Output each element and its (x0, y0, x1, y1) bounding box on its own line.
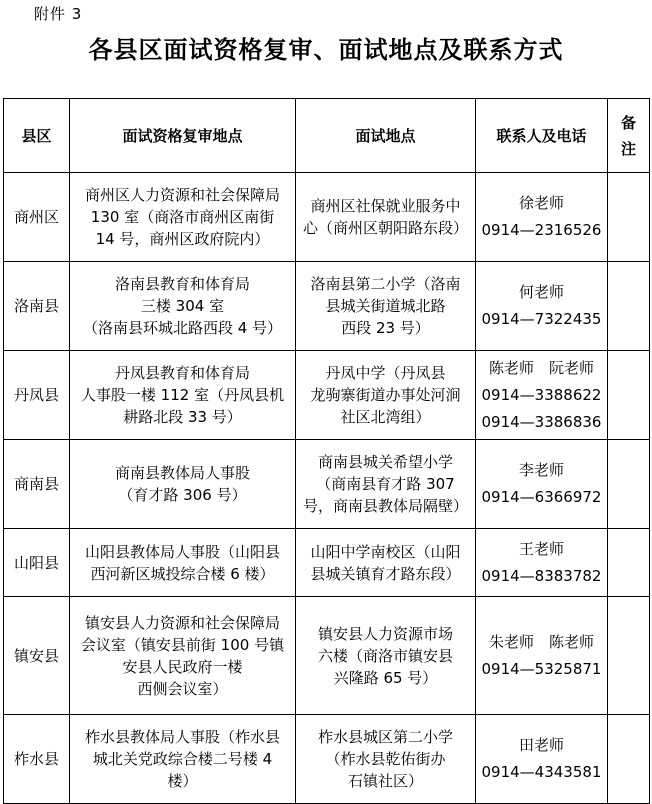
review-location-line: 山阳县教体局人事股（山阳县 (84, 542, 280, 561)
contact-line: 0914—8383782 (481, 566, 602, 585)
contact-line: 0914—3386836 (481, 412, 602, 431)
review-location-line: 商南县教体局人事股 (114, 464, 250, 482)
review-location-line: 镇安县人力资源和社会保障局 (84, 613, 280, 632)
table-row (4, 351, 650, 440)
contact-line: 0914—5325871 (481, 659, 602, 678)
interview-venue-line: 柞水县城区第二小学 (317, 728, 453, 746)
header-note (608, 99, 650, 173)
interview-venue-cell (296, 173, 476, 262)
review-location-line: 洛南县教育和体育局 (114, 275, 250, 293)
interview-venue-cell (296, 715, 476, 804)
contact-line: 徐老师 (518, 194, 564, 212)
note-cell (608, 262, 650, 351)
interview-venue-line: 洛南县第二小学（洛南 (310, 275, 461, 293)
interview-venue-cell (296, 262, 476, 351)
review-location-line: 柞水县教体局人事股（柞水县 (84, 728, 280, 746)
contact-table (3, 98, 650, 804)
contact-cell (476, 351, 608, 440)
interview-venue-line: 龙驹寨街道办事处河涧 (310, 386, 461, 404)
interview-venue-line: （柞水县乾佑街办 (325, 750, 446, 768)
review-location-cell (70, 262, 296, 351)
interview-venue-line: 六楼（商洛市镇安县 (317, 646, 453, 665)
note-cell (608, 173, 650, 262)
table-row (4, 597, 650, 715)
attachment-label: 附件 3 (34, 5, 83, 23)
contact-cell (476, 440, 608, 529)
contact-line: 0914—6366972 (481, 488, 602, 506)
contact-line: 陈老师 阮老师 (488, 358, 594, 377)
review-location-line: 商州区人力资源和社会保障局 (84, 186, 280, 204)
interview-venue-line: 商州区社保就业服务中 (310, 197, 461, 215)
review-location-line: 西河新区城投综合楼 6 楼） (90, 564, 275, 583)
note-cell (608, 440, 650, 529)
review-location-cell (70, 529, 296, 597)
note-cell (608, 351, 650, 440)
review-location-cell (70, 351, 296, 440)
review-location-cell (70, 440, 296, 529)
review-location-line: 西侧会议室） (137, 679, 228, 698)
table-row (4, 715, 650, 804)
header-interview-venue: 面试地点 (296, 99, 476, 173)
county-cell: 洛南县 (4, 262, 70, 351)
review-location-cell (70, 597, 296, 715)
table-row (4, 440, 650, 529)
review-location-line: 130 室（商洛市商州区南街 (90, 208, 275, 226)
review-location-line: 耕路北段 33 号） (123, 408, 242, 426)
contact-line: 朱老师 陈老师 (488, 632, 594, 651)
header-note-line: 注 (620, 139, 636, 158)
review-location-line: （育才路 306 号） (118, 486, 247, 504)
page-title: 各县区面试资格复审、面试地点及联系方式 (88, 36, 564, 64)
contact-line: 0914—3388622 (481, 385, 602, 404)
interview-venue-line: 兴隆路 65 号） (333, 668, 438, 687)
contact-cell (476, 173, 608, 262)
table-row (4, 529, 650, 597)
contact-cell (476, 262, 608, 351)
interview-venue-line: 县城关街道城北路 (325, 297, 446, 315)
contact-line: 0914—7322435 (481, 310, 602, 328)
interview-venue-line: 心（商州区朝阳路东段） (302, 219, 468, 237)
header-review-location: 面试资格复审地点 (70, 99, 296, 173)
review-location-line: 人事股一楼 112 室（丹凤县机 (80, 386, 285, 404)
county-cell: 商南县 (4, 440, 70, 529)
contact-line: 王老师 (518, 539, 564, 558)
review-location-line: 楼） (167, 772, 198, 790)
review-location-cell (70, 173, 296, 262)
interview-venue-line: 丹凤中学（丹凤县 (325, 364, 446, 382)
contact-cell (476, 597, 608, 715)
interview-venue-line: 社区北湾组） (340, 408, 431, 426)
header-note-line: 备 (620, 113, 636, 132)
interview-venue-cell (296, 440, 476, 529)
interview-venue-line: 号，商南县教体局隔壁） (302, 497, 468, 515)
note-cell (608, 597, 650, 715)
county-cell: 镇安县 (4, 597, 70, 715)
contact-line: 0914—4343581 (481, 763, 602, 781)
review-location-line: 会议室（镇安县前街 100 号镇 (80, 635, 285, 654)
review-location-line: 城北关党政综合楼二号楼 4 (92, 750, 273, 768)
review-location-line: 14 号，商州区政府院内） (95, 230, 270, 248)
county-cell: 柞水县 (4, 715, 70, 804)
interview-venue-line: 镇安县人力资源市场 (317, 624, 453, 643)
contact-cell (476, 715, 608, 804)
interview-venue-line: 西段 23 号） (341, 319, 430, 337)
note-cell (608, 715, 650, 804)
contact-line: 0914—2316526 (481, 221, 602, 239)
county-cell: 商州区 (4, 173, 70, 262)
contact-cell (476, 529, 608, 597)
review-location-line: （洛南县环城北路西段 4 号） (82, 319, 283, 337)
contact-line: 何老师 (518, 283, 564, 301)
interview-venue-line: 县城关镇育才路东段） (310, 564, 461, 583)
header-county: 县区 (4, 99, 70, 173)
interview-venue-cell (296, 351, 476, 440)
header-contact: 联系人及电话 (476, 99, 608, 173)
table-row (4, 173, 650, 262)
review-location-line: 丹凤县教育和体育局 (114, 364, 250, 382)
contact-line: 李老师 (518, 461, 564, 479)
interview-venue-cell (296, 597, 476, 715)
table-header-row (4, 99, 650, 173)
county-cell: 山阳县 (4, 529, 70, 597)
table-row (4, 262, 650, 351)
review-location-line: 三楼 304 室 (140, 297, 225, 315)
interview-venue-line: （商南县育才路 307 (316, 475, 455, 493)
contact-line: 田老师 (518, 736, 564, 754)
interview-venue-cell (296, 529, 476, 597)
interview-venue-line: 石镇社区） (347, 772, 423, 790)
review-location-cell (70, 715, 296, 804)
interview-venue-line: 山阳中学南校区（山阳 (310, 542, 461, 561)
county-cell: 丹凤县 (4, 351, 70, 440)
interview-venue-line: 商南县城关希望小学 (317, 453, 453, 471)
review-location-line: 安县人民政府一楼 (122, 657, 243, 676)
note-cell (608, 529, 650, 597)
